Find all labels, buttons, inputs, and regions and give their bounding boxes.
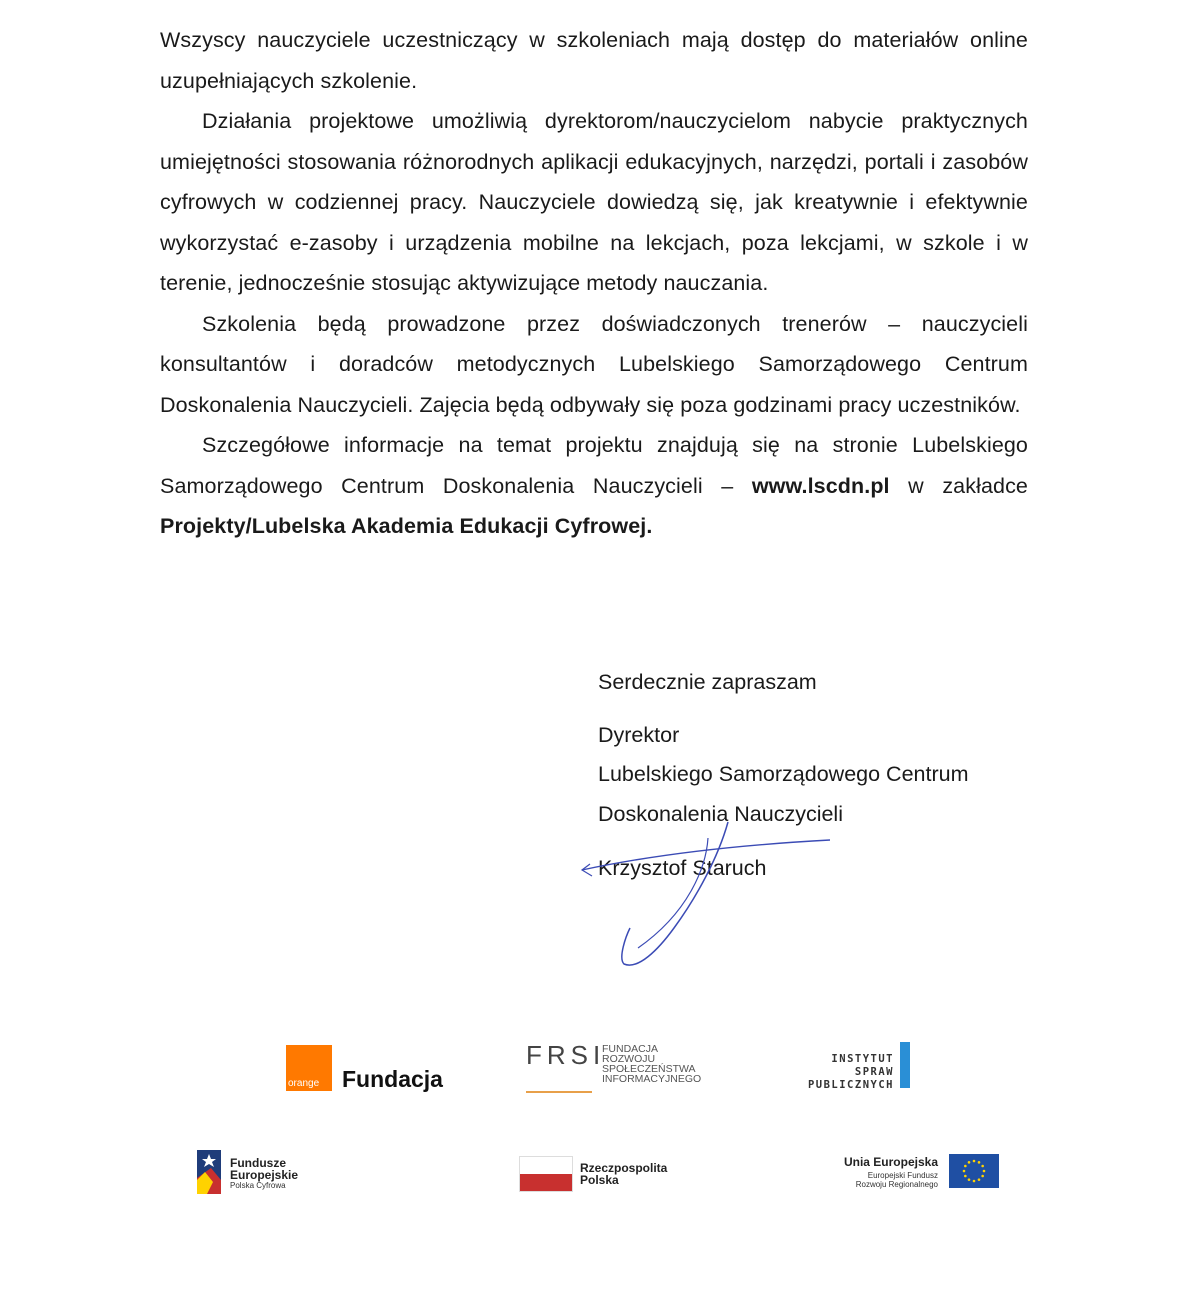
eu-star-icon	[964, 1165, 967, 1168]
paragraph-online-materials: Wszyscy nauczyciele uczestniczący w szkoleniach mają dostęp do materiałów online uzupełniających szkolenie.	[160, 28, 1028, 93]
european-union-text: Unia Europejska Europejski Fundusz Rozwoju Regionalnego	[843, 1155, 938, 1189]
eu-star-icon	[981, 1165, 984, 1168]
handwritten-signature	[578, 818, 838, 978]
projects-tab-name: Projekty/Lubelska Akademia Edukacji Cyfrowej.	[160, 514, 653, 538]
frsi-full-name: FUNDACJA ROZWOJU SPOŁECZEŃSTWA INFORMACYJNEGO	[602, 1043, 702, 1085]
letter-body	[160, 20, 1028, 547]
european-funds-emblem-icon	[197, 1150, 221, 1194]
orange-foundation-logo	[286, 1045, 332, 1091]
orange-foundation-name: Fundacja	[342, 1066, 443, 1092]
orange-square-icon: orange	[286, 1045, 332, 1091]
paragraph-details	[160, 425, 1028, 547]
eu-star-icon	[973, 1180, 976, 1183]
frsi-logo	[526, 1040, 605, 1093]
eu-star-icon	[981, 1175, 984, 1178]
signatory-name: Krzysztof Staruch	[598, 856, 767, 880]
paragraph-project-activities: Działania projektowe umożliwią dyrektorom/nauczycielom nabycie praktycznych umiejętności stosowania różnorodnych aplikacji edukacyjnych, narzędzi, portali i zasobów cyfrowych w codziennej pracy. Nauczyciele dowiedzą się, jak kreatywnie i efektywnie wykorzystać e-zasoby i urządzenia mobilne na lekcjach, poza lekcjami, w szkole i w terenie, jednocześnie stosując aktywizujące metody nauczania.	[160, 109, 1028, 295]
republic-of-poland-text: Rzeczpospolita Polska	[580, 1161, 668, 1187]
institution-line-2: Doskonalenia Nauczycieli	[598, 802, 843, 826]
closing-greeting: Serdecznie zapraszam	[598, 670, 817, 694]
eu-star-icon	[978, 1178, 981, 1181]
isp-blue-bar	[900, 1042, 910, 1088]
eu-star-icon	[964, 1175, 967, 1178]
eu-star-icon	[963, 1170, 966, 1173]
eu-star-icon	[968, 1161, 971, 1164]
frsi-acronym: FRSI	[526, 1040, 606, 1070]
institution-line-1: Lubelskiego Samorządowego Centrum	[598, 762, 969, 786]
european-funds-text: Fundusze Europejskie Polska Cyfrowa	[230, 1156, 299, 1190]
eu-star-icon	[973, 1160, 976, 1163]
details-text-start: Szczegółowe informacje na temat projektu znajdują się na stronie Lubelskiego Samorządowego Centrum Doskonalenia Nauczycieli –	[160, 433, 1028, 498]
isp-logo-text: INSTYTUT SPRAW PUBLICZNYCH	[807, 1053, 894, 1091]
eu-star-icon	[978, 1161, 981, 1164]
director-title: Dyrektor	[598, 723, 680, 747]
eu-flag-icon	[949, 1154, 999, 1188]
polish-flag-icon	[519, 1156, 573, 1192]
frsi-accent-line	[526, 1091, 592, 1093]
details-text-mid: w zakładce	[889, 473, 1028, 498]
eu-star-icon	[983, 1170, 986, 1173]
eu-star-icon	[968, 1178, 971, 1181]
website-link[interactable]: www.lscdn.pl	[751, 473, 890, 498]
paragraph-trainers: Szkolenia będą prowadzone przez doświadczonych trenerów – nauczycieli konsultantów i doradców metodycznych Lubelskiego Samorządowego Centrum Doskonalenia Nauczycieli. Zajęcia będą odbywały się poza godzinami pracy uczestników.	[160, 311, 1028, 417]
